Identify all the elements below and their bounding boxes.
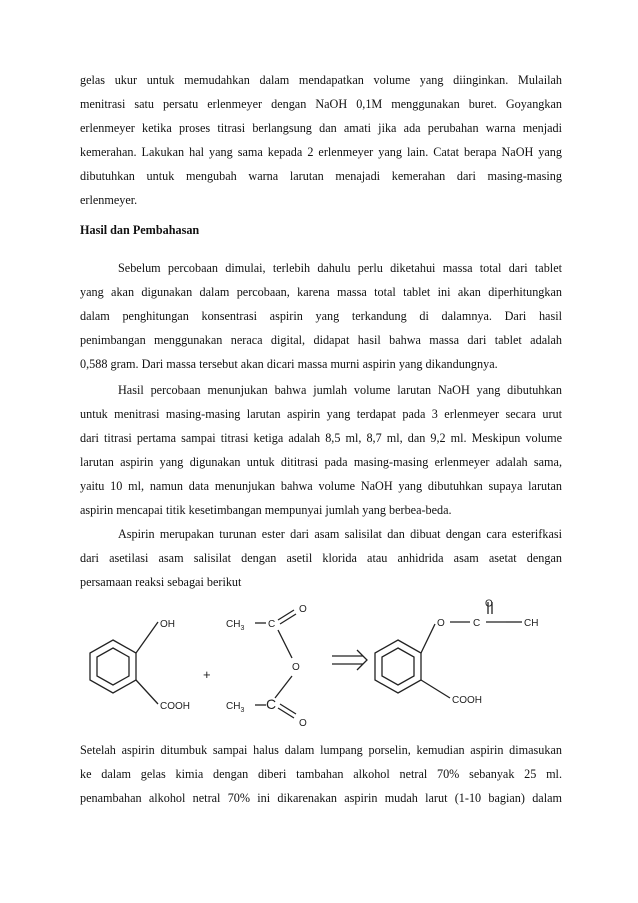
text-line: penambahan alkohol netral 70% ini dikarenakan aspirin mudah larut (1-10 bagian) dalam — [80, 791, 562, 805]
text-line: Setelah aspirin ditumbuk sampai halus dalam lumpang porselin, kemudian aspirin dimasukan — [80, 743, 562, 757]
text-line: dalam penghitungan konsentrasi aspirin yang terkandung di dalamnya. Dari hasil — [80, 309, 562, 323]
text-line: Sebelum percobaan dimulai, terlebih dahulu perlu diketahui massa total dari tablet — [118, 261, 562, 275]
text-line: gelas ukur untuk memudahkan dalam mendapatkan volume yang diinginkan. Mulailah — [80, 73, 562, 87]
label-o-carbonyl: O — [485, 598, 493, 610]
label-ch3-top: $CH_3$ — [226, 619, 245, 632]
text-line: persamaan reaksi sebagai berikut — [80, 575, 242, 589]
text-line: erlenmeyer ketika proses titrasi berlangsung dan amati jika ada perubahan warna menjadi — [80, 121, 562, 135]
text-line: menitrasi satu persatu erlenmeyer dengan NaOH 0,1M menggunakan buret. Goyangkan — [80, 97, 562, 111]
label-o-bridge: O — [292, 662, 300, 673]
text-line: yang akan digunakan dalam percobaan, karena massa total tablet ini akan diperhitungkan — [80, 285, 562, 299]
text-line: penimbangan menggunakan neraca digital, didapat hasil bahwa massa dari tablet adalah — [80, 333, 562, 347]
text-line: larutan aspirin yang digunakan untuk dititrasi pada masing-masing erlenmeyer adalah sama, — [80, 455, 562, 469]
label-o-ester: O — [437, 618, 445, 629]
text-line: 0,588 gram. Dari massa tersebut akan dicari massa murni aspirin yang dikandungnya. — [80, 357, 498, 371]
label-oh: OH — [160, 619, 175, 630]
label-o-top: O — [299, 604, 307, 615]
text-line: ke dalam gelas kimia dengan diberi tambahan alkohol netral 70% sebanyak 25 ml. — [80, 767, 562, 781]
label-c-bottom: C — [266, 696, 277, 712]
benzene-ring-left-inner — [97, 648, 129, 685]
paragraph-dissolution — [80, 738, 562, 810]
paragraph-weighing — [80, 256, 562, 376]
text-line: dari asetilasi asam salisilat dengan asetil klorida atau anhidrida asam asetat dengan — [80, 551, 562, 565]
section-heading: Hasil dan Pembahasan — [80, 223, 200, 237]
label-ch3-right: CH — [524, 618, 539, 629]
reaction-scheme — [70, 598, 570, 730]
text-line: untuk menitrasi masing-masing larutan aspirin yang terdapat pada 3 erlenmeyer secara urut — [80, 407, 562, 421]
text-line: yaitu 10 ml, namun data menunjukan bahwa volume NaOH yang dibutuhkan supaya larutan — [80, 479, 562, 493]
text-line: dari titrasi pertama sampai titrasi ketiga adalah 8,5 ml, 8,7 ml, dan 9,2 ml. Meskipun volume — [80, 431, 562, 445]
benzene-ring-right-inner — [382, 648, 414, 685]
text-line: Hasil percobaan menunjukan bahwa jumlah volume larutan NaOH yang dibutuhkan — [118, 383, 562, 397]
text-line: aspirin mencapai titik kesetimbangan mempunyai jumlah yang berbea-beda. — [80, 503, 452, 517]
label-o-bottom: O — [299, 718, 307, 729]
paragraph-aspirin-synthesis — [80, 522, 562, 594]
text-line: kemerahan. Lakukan hal yang sama kepada 2 erlenmeyer yang lain. Catat berapa NaOH yang — [80, 145, 562, 159]
plus-sign: + — [203, 667, 211, 682]
text-line: dibutuhkan untuk mengubah warna larutan menajadi kemerahan dari masing-masing — [80, 169, 562, 183]
label-ch3-bottom: $CH_3$ — [226, 701, 245, 714]
text-line: erlenmeyer. — [80, 193, 138, 207]
paragraph-procedure — [80, 68, 562, 212]
paragraph-titration-results — [80, 378, 562, 522]
label-cooh-right: COOH — [452, 695, 482, 706]
label-c-ester: C — [473, 618, 481, 629]
text-line: Aspirin merupakan turunan ester dari asam salisilat dan dibuat dengan cara esterifkasi — [118, 527, 562, 541]
label-c-top: C — [268, 619, 276, 630]
label-cooh-left: COOH — [160, 701, 190, 712]
